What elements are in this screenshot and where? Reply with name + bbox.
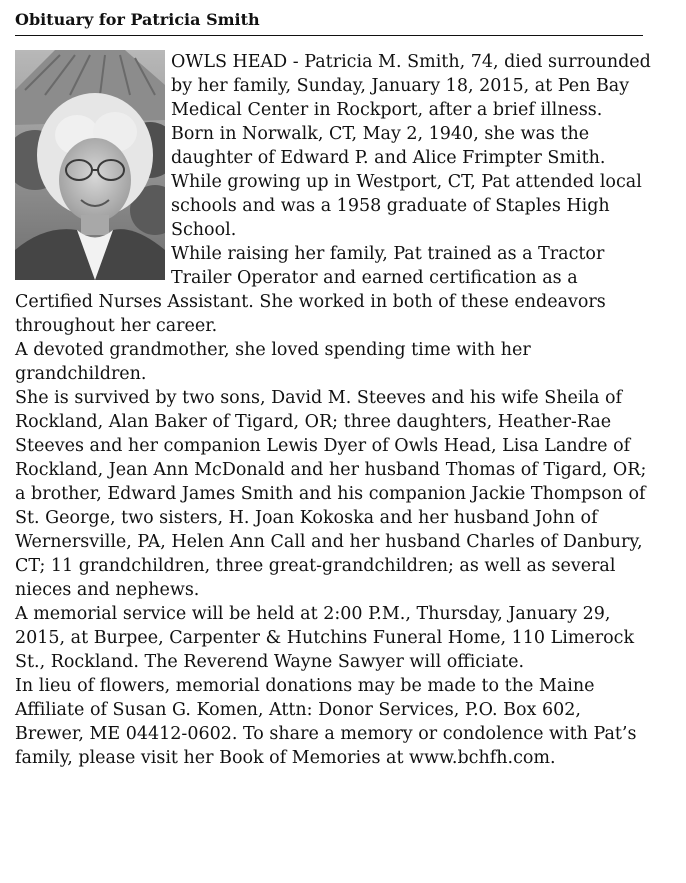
paragraph-career: While raising her family, Pat trained as a Tractor Trailer Operator and earned certification as a Certified Nurses Assistant. She worked in both of these endeavors throughout her career. xyxy=(15,244,606,336)
portrait-image xyxy=(15,50,165,280)
obituary-body xyxy=(15,50,655,770)
paragraph-death-notice: OWLS HEAD - Patricia M. Smith, 74, died surrounded by her family, Sunday, January 18, 2015, at Pen Bay Medical Center in Rockport, after a brief illness. xyxy=(171,52,651,120)
paragraph-grandmother: A devoted grandmother, she loved spending time with her grandchildren. xyxy=(15,340,531,384)
portrait-photo xyxy=(15,50,165,280)
paragraph-donations: In lieu of flowers, memorial donations may be made to the Maine Affiliate of Susan G. Komen, Attn: Donor Services, P.O. Box 602, Brewer, ME 04412-0602. To share a memory or condolence with Pat’s family, please visit her Book of Memories at www.bchfh.com. xyxy=(15,676,637,768)
obituary-page xyxy=(15,8,651,770)
paragraph-survivors: She is survived by two sons, David M. Steeves and his wife Sheila of Rockland, Alan Baker of Tigard, OR; three daughters, Heather-Rae Steeves and her companion Lewis Dyer of Owls Head, Lisa Landre of Rockland, Jean Ann McDonald and her husband Thomas of Tigard, OR; a brother, Edward James Smith and his companion Jackie Thompson of St. George, two sisters, H. Joan Kokoska and her husband John of Wernersville, PA, Helen Ann Call and her husband Charles of Danbury, CT; 11 grandchildren, three great-grandchildren; as well as several nieces and nephews. xyxy=(15,388,647,600)
page-title: Obituary for Patricia Smith xyxy=(15,8,643,36)
paragraph-memorial-service: A memorial service will be held at 2:00 P.M., Thursday, January 29, 2015, at Burpee, Carpenter & Hutchins Funeral Home, 110 Limerock St., Rockland. The Reverend Wayne Sawyer will officiate. xyxy=(15,604,635,672)
paragraph-early-life: Born in Norwalk, CT, May 2, 1940, she was the daughter of Edward P. and Alice Frimpter Smith. While growing up in Westport, CT, Pat attended local schools and was a 1958 graduate of Staples High School. xyxy=(171,124,642,240)
